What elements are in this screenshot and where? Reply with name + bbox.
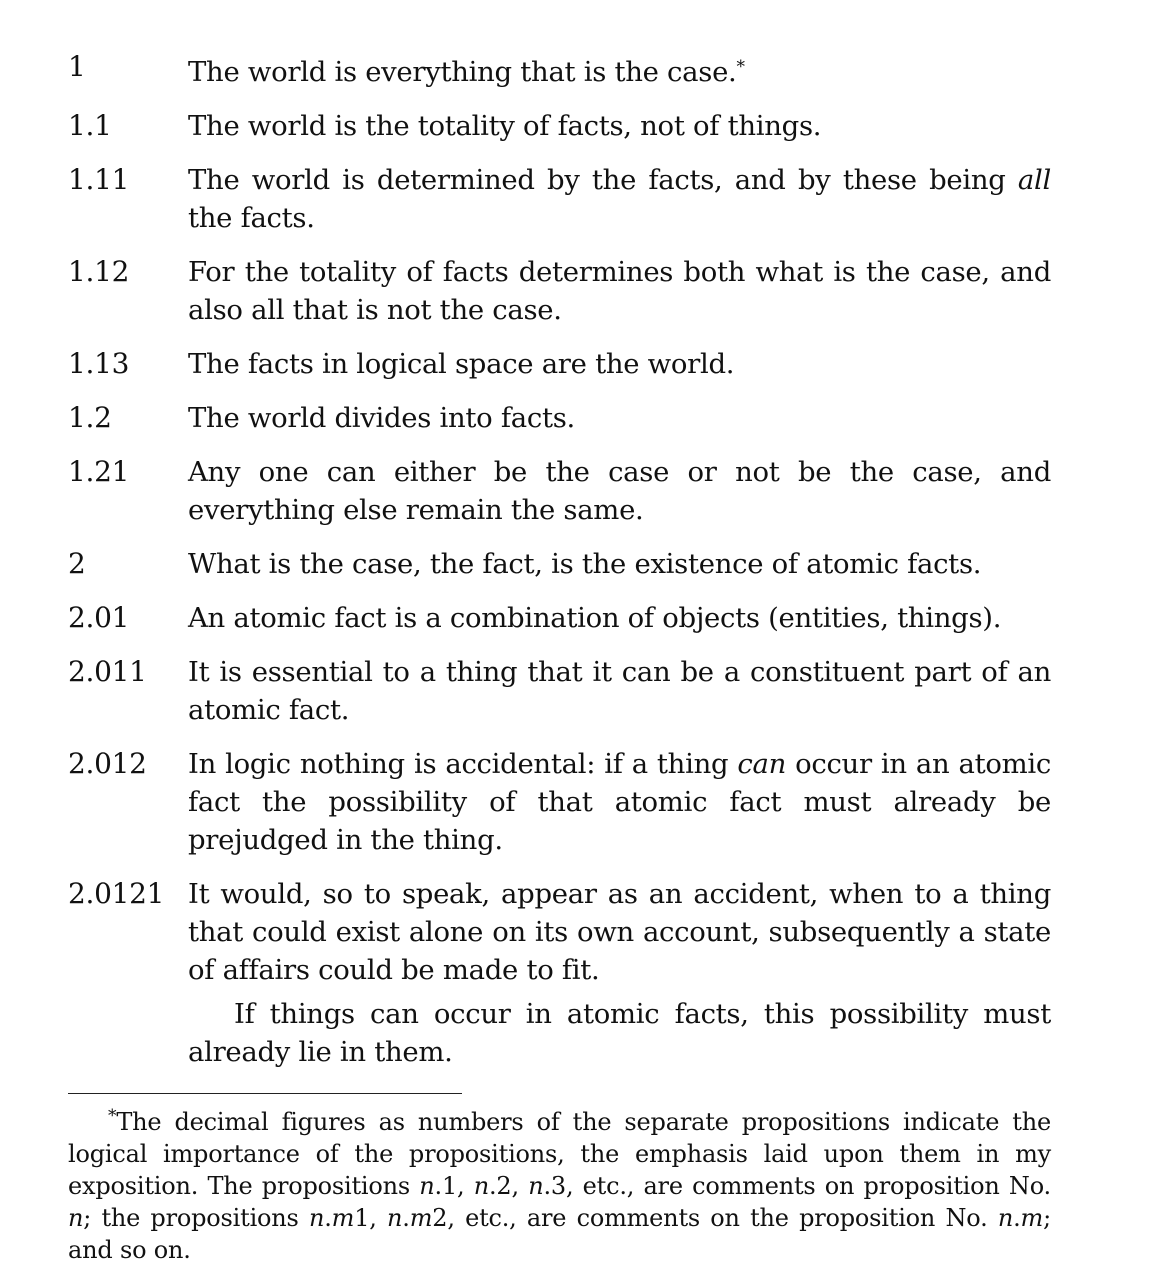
math-variable: m bbox=[1020, 1204, 1044, 1232]
text-segment: .1, bbox=[434, 1172, 474, 1200]
footnote-rule bbox=[68, 1093, 462, 1094]
proposition-2-011 bbox=[68, 653, 1053, 729]
text-segment: If things can occur in atomic facts, this possibility must already lie in them. bbox=[188, 998, 1051, 1068]
text-segment: occur in an atomic fact the possibility of that atomic fact must already be prejudged in the thing. bbox=[188, 748, 1051, 856]
emphasis-text: can bbox=[737, 748, 786, 780]
proposition-paragraph bbox=[188, 995, 1051, 1071]
text-segment: .2, bbox=[489, 1172, 529, 1200]
proposition-number: 1.12 bbox=[68, 255, 130, 288]
proposition-paragraph bbox=[188, 345, 1051, 383]
text-segment: ; the propositions bbox=[83, 1204, 309, 1232]
proposition-2-012 bbox=[68, 745, 1053, 859]
proposition-number: 1 bbox=[68, 50, 86, 83]
text-segment: 1, bbox=[354, 1204, 388, 1232]
proposition-paragraph bbox=[188, 107, 1051, 145]
proposition-1-2 bbox=[68, 399, 1053, 437]
math-variable: n bbox=[528, 1172, 544, 1200]
proposition-text bbox=[188, 48, 1051, 91]
footnote-text bbox=[68, 1100, 1051, 1266]
text-segment: ; and so on. bbox=[68, 1204, 1051, 1264]
proposition-number: 2.011 bbox=[68, 655, 147, 688]
proposition-number: 1.21 bbox=[68, 455, 130, 488]
proposition-number: 1.1 bbox=[68, 109, 112, 142]
proposition-2-0121 bbox=[68, 875, 1053, 1071]
proposition-1 bbox=[68, 48, 1053, 91]
proposition-text bbox=[188, 161, 1051, 237]
text-segment: . bbox=[402, 1204, 410, 1232]
proposition-paragraph bbox=[188, 399, 1051, 437]
text-segment: For the totality of facts determines both what is the case, and also all that is not the case. bbox=[188, 256, 1051, 326]
proposition-2-01 bbox=[68, 599, 1053, 637]
math-variable: n bbox=[387, 1204, 403, 1232]
proposition-text bbox=[188, 653, 1051, 729]
math-variable: m bbox=[409, 1204, 433, 1232]
text-segment: The facts in logical space are the world. bbox=[188, 348, 735, 380]
math-variable: n bbox=[419, 1172, 435, 1200]
proposition-1-12 bbox=[68, 253, 1053, 329]
footnote-marker: * bbox=[108, 1106, 117, 1126]
math-variable: n bbox=[68, 1204, 84, 1232]
proposition-text bbox=[188, 599, 1051, 637]
proposition-number: 2.012 bbox=[68, 747, 147, 780]
proposition-number: 2.01 bbox=[68, 601, 130, 634]
proposition-text bbox=[188, 399, 1051, 437]
proposition-text bbox=[188, 875, 1051, 1071]
proposition-paragraph bbox=[188, 745, 1051, 859]
text-segment: It is essential to a thing that it can be a constituent part of an atomic fact. bbox=[188, 656, 1051, 726]
footnote bbox=[68, 1100, 1051, 1266]
text-segment: What is the case, the fact, is the existence of atomic facts. bbox=[188, 548, 982, 580]
proposition-number: 2 bbox=[68, 547, 86, 580]
proposition-text bbox=[188, 745, 1051, 859]
proposition-number: 1.11 bbox=[68, 163, 130, 196]
text-segment: The decimal figures as numbers of the separate propositions indicate the logical importance of the propositions, the emphasis laid upon them in my exposition. The propositions bbox=[68, 1108, 1051, 1200]
math-variable: n bbox=[473, 1172, 489, 1200]
proposition-text bbox=[188, 345, 1051, 383]
proposition-text bbox=[188, 107, 1051, 145]
text-segment: . bbox=[1013, 1204, 1021, 1232]
proposition-1-21 bbox=[68, 453, 1053, 529]
text-segment: The world divides into facts. bbox=[188, 402, 575, 434]
proposition-paragraph bbox=[188, 161, 1051, 237]
text-segment: The world is determined by the facts, and by these being bbox=[188, 164, 1018, 196]
proposition-number: 1.2 bbox=[68, 401, 112, 434]
proposition-1-13 bbox=[68, 345, 1053, 383]
text-segment: An atomic fact is a combination of objects (entities, things). bbox=[188, 602, 1002, 634]
text-segment: In logic nothing is accidental: if a thing bbox=[188, 748, 738, 780]
proposition-paragraph bbox=[188, 545, 1051, 583]
math-variable: n bbox=[308, 1204, 325, 1232]
text-segment: The world is the totality of facts, not of things. bbox=[188, 110, 822, 142]
text-segment: the facts. bbox=[188, 202, 315, 234]
propositions-list bbox=[68, 48, 1053, 1071]
text-segment: 2, etc., are comments on the proposition No. bbox=[432, 1204, 998, 1232]
text-segment: The world is everything that is the case. bbox=[188, 56, 737, 88]
proposition-number: 2.0121 bbox=[68, 877, 165, 910]
proposition-paragraph bbox=[188, 653, 1051, 729]
text-segment: Any one can either be the case or not be the case, and everything else remain the same. bbox=[188, 456, 1051, 526]
proposition-2 bbox=[68, 545, 1053, 583]
proposition-paragraph bbox=[188, 453, 1051, 529]
text-segment: It would, so to speak, appear as an accident, when to a thing that could exist alone on its own account, subsequently a state of affairs could be made to fit. bbox=[188, 878, 1051, 986]
proposition-text bbox=[188, 253, 1051, 329]
proposition-text bbox=[188, 545, 1051, 583]
proposition-paragraph bbox=[188, 253, 1051, 329]
emphasis-text: all bbox=[1017, 164, 1051, 196]
proposition-paragraph bbox=[188, 875, 1051, 989]
math-variable: n bbox=[997, 1204, 1014, 1232]
proposition-number: 1.13 bbox=[68, 347, 130, 380]
text-segment: . bbox=[324, 1204, 332, 1232]
proposition-paragraph bbox=[188, 599, 1051, 637]
proposition-1-1 bbox=[68, 107, 1053, 145]
proposition-text bbox=[188, 453, 1051, 529]
text-segment: .3, etc., are comments on proposition No. bbox=[543, 1172, 1051, 1200]
proposition-paragraph bbox=[188, 48, 1051, 91]
proposition-1-11 bbox=[68, 161, 1053, 237]
math-variable: m bbox=[331, 1204, 355, 1232]
footnote-marker: * bbox=[736, 57, 745, 77]
